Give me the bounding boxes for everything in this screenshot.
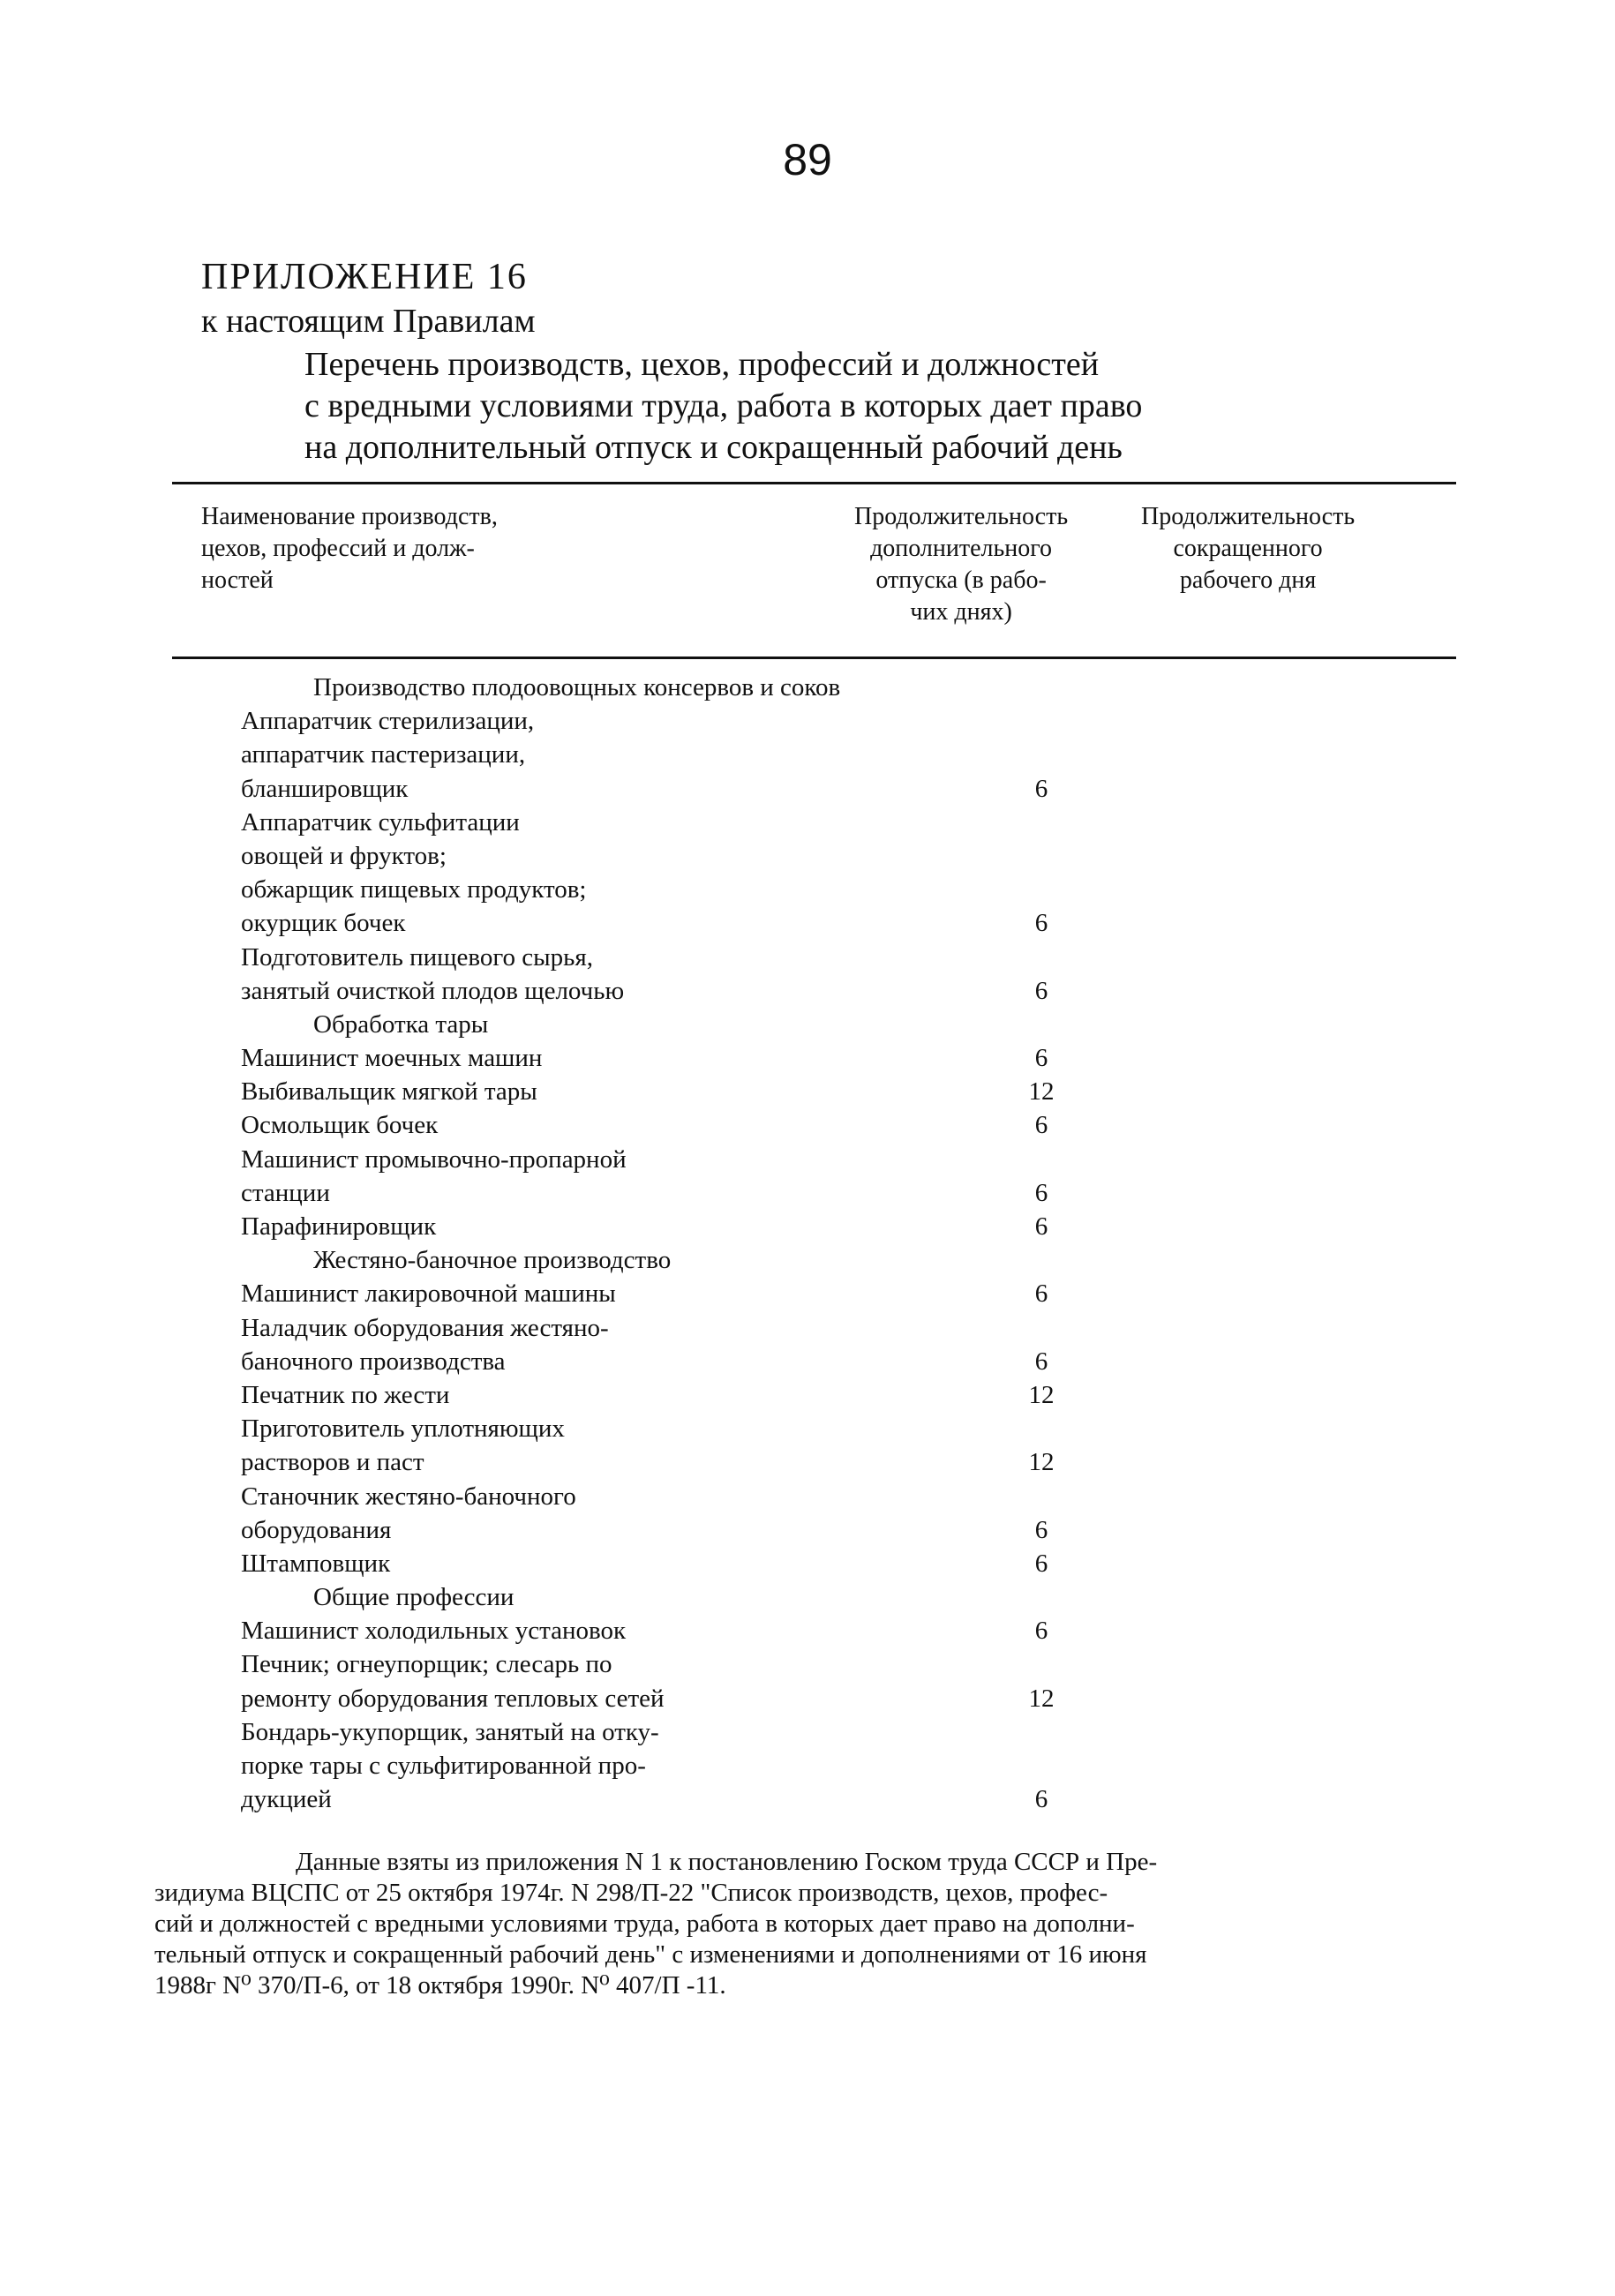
table-row	[0, 1041, 1615, 1075]
occupation-name: овощей и фруктов;	[241, 841, 447, 870]
document-heading	[304, 344, 1142, 469]
table-header-rule	[172, 657, 1456, 659]
occupation-name: окурщик бочек	[241, 909, 406, 938]
table-row	[0, 1378, 1615, 1412]
section-heading: Жестяно-баночное производство	[313, 1246, 672, 1275]
footnote	[154, 1847, 1434, 2001]
occupation-name: Выбивальщик мягкой тары	[241, 1077, 537, 1107]
leave-days-value: 6	[1034, 1617, 1048, 1646]
leave-days-value: 12	[1028, 1684, 1055, 1713]
table-row	[0, 806, 1615, 839]
occupation-name: Бондарь-укупорщик, занятый на отку-	[241, 1717, 659, 1746]
table-row	[0, 1715, 1615, 1749]
footnote-line: зидиума ВЦСПС от 25 октября 1974г. N 298/П-22 "Список производств, цехов, профес-	[154, 1879, 1108, 1907]
occupation-name: занятый очисткой плодов щелочью	[241, 976, 625, 1005]
occupation-name: Машинист моечных машин	[241, 1044, 543, 1073]
occupation-name: баночного производства	[241, 1347, 506, 1376]
table-top-rule	[172, 482, 1456, 484]
leave-days-value: 12	[1028, 1448, 1055, 1477]
column-header-line: Наименование производств,	[201, 503, 498, 530]
table-row	[0, 873, 1615, 906]
occupation-name: Штамповщик	[241, 1549, 391, 1578]
table-row	[0, 1480, 1615, 1513]
table-row	[0, 1108, 1615, 1142]
section-heading: Производство плодоовощных консервов и соков	[313, 673, 841, 702]
occupation-name: Машинист промывочно-пропарной	[241, 1144, 627, 1174]
table-row	[0, 1075, 1615, 1108]
table-row	[0, 941, 1615, 974]
table-row	[0, 704, 1615, 738]
occupation-name: станции	[241, 1178, 330, 1207]
column-header-line: Продолжительность	[854, 503, 1069, 530]
leave-days-value: 6	[1034, 1044, 1048, 1073]
table-row	[0, 1682, 1615, 1715]
table-row	[0, 1345, 1615, 1378]
table-row	[0, 974, 1615, 1008]
table-row	[0, 1782, 1615, 1816]
column-header-shortened-day	[1141, 501, 1355, 597]
column-header-line: Продолжительность	[1141, 503, 1356, 530]
leave-days-value: 6	[1034, 1279, 1048, 1309]
table-row	[0, 1412, 1615, 1445]
section-heading-row	[0, 1243, 1615, 1277]
table-row	[0, 1210, 1615, 1243]
occupation-name: Осмольщик бочек	[241, 1111, 439, 1140]
section-heading: Обработка тары	[313, 1009, 489, 1039]
occupation-name: Печник; огнеупорщик; слесарь по	[241, 1650, 612, 1679]
table-row	[0, 1614, 1615, 1647]
leave-days-value: 6	[1034, 1515, 1048, 1544]
leave-days-value: 6	[1034, 976, 1048, 1005]
leave-days-value: 6	[1034, 1347, 1048, 1376]
occupation-name: аппаратчик пастеризации,	[241, 740, 526, 769]
table-row	[0, 839, 1615, 873]
footnote-line: тельный отпуск и сокращенный рабочий день" с изменениями и дополнениями от 16 июня	[154, 1940, 1147, 1969]
occupation-name: дукцией	[241, 1785, 332, 1814]
section-heading-row	[0, 671, 1615, 704]
occupation-name: обжарщик пищевых продуктов;	[241, 875, 587, 904]
occupation-name: оборудования	[241, 1515, 392, 1544]
column-header-line: цехов, профессий и долж-	[201, 535, 475, 562]
table-row	[0, 1547, 1615, 1580]
column-header-line: чих днях)	[910, 598, 1012, 626]
table-row	[0, 1143, 1615, 1176]
occupation-name: Парафинировщик	[241, 1212, 437, 1241]
table-row	[0, 1311, 1615, 1345]
leave-days-value: 12	[1028, 1380, 1055, 1409]
appendix-title: ПРИЛОЖЕНИЕ 16	[201, 257, 528, 297]
occupation-name: Печатник по жести	[241, 1380, 450, 1409]
occupation-name: Подготовитель пищевого сырья,	[241, 942, 593, 972]
occupation-name: порке тары с сульфитированной про-	[241, 1752, 646, 1780]
footnote-line: 1988г N⁰ 370/П-6, от 18 октября 1990г. N⁰ 407/П -11.	[154, 1971, 726, 2000]
appendix-subtitle: к настоящим Правилам	[201, 303, 536, 340]
leave-days-value: 6	[1034, 1549, 1048, 1578]
heading-line: на дополнительный отпуск и сокращенный рабочий день	[304, 429, 1123, 466]
leave-days-value: 6	[1034, 1178, 1048, 1207]
column-header-line: ностей	[201, 566, 274, 594]
column-header-line: сокращенного	[1173, 535, 1323, 562]
leave-days-value: 6	[1034, 1785, 1048, 1814]
column-header-line: отпуска (в рабо-	[875, 566, 1047, 594]
occupation-name: Машинист лакировочной машины	[241, 1279, 616, 1309]
leave-days-value: 6	[1034, 1212, 1048, 1241]
table-row	[0, 738, 1615, 771]
column-header-name	[201, 501, 498, 597]
table-row	[0, 1647, 1615, 1681]
table-row	[0, 1749, 1615, 1782]
occupation-name: ремонту оборудования тепловых сетей	[241, 1684, 665, 1713]
table-body	[0, 671, 1615, 1816]
section-heading: Общие профессии	[313, 1583, 515, 1612]
section-heading-row	[0, 1580, 1615, 1614]
table-row	[0, 1513, 1615, 1547]
leave-days-value: 12	[1028, 1077, 1055, 1107]
column-header-line: дополнительного	[870, 535, 1053, 562]
leave-days-value: 6	[1034, 774, 1048, 803]
page-number: 89	[783, 135, 832, 184]
leave-days-value: 6	[1034, 909, 1048, 938]
table-row	[0, 772, 1615, 806]
column-header-line: рабочего дня	[1179, 566, 1317, 594]
table-row	[0, 1176, 1615, 1210]
occupation-name: Машинист холодильных установок	[241, 1617, 627, 1646]
occupation-name: Станочник жестяно-баночного	[241, 1482, 576, 1511]
occupation-name: бланшировщик	[241, 774, 409, 803]
occupation-name: растворов и паст	[241, 1448, 424, 1477]
column-header-leave	[854, 501, 1068, 628]
footnote-line: сий и должностей с вредными условиями труда, работа в которых дает право на дополни-	[154, 1910, 1135, 1938]
table-row	[0, 1445, 1615, 1479]
heading-line: Перечень производств, цехов, профессий и должностей	[304, 346, 1100, 383]
table-row	[0, 906, 1615, 940]
heading-line: с вредными условиями труда, работа в которых дает право	[304, 387, 1143, 424]
table-row	[0, 1277, 1615, 1310]
occupation-name: Приготовитель уплотняющих	[241, 1414, 565, 1444]
occupation-name: Наладчик оборудования жестяно-	[241, 1313, 609, 1342]
occupation-name: Аппаратчик сульфитации	[241, 807, 520, 837]
occupation-name: Аппаратчик стерилизации,	[241, 707, 535, 736]
leave-days-value: 6	[1034, 1111, 1048, 1140]
section-heading-row	[0, 1008, 1615, 1041]
footnote-line: Данные взяты из приложения N 1 к постановлению Госком труда СССР и Пре-	[296, 1848, 1158, 1876]
